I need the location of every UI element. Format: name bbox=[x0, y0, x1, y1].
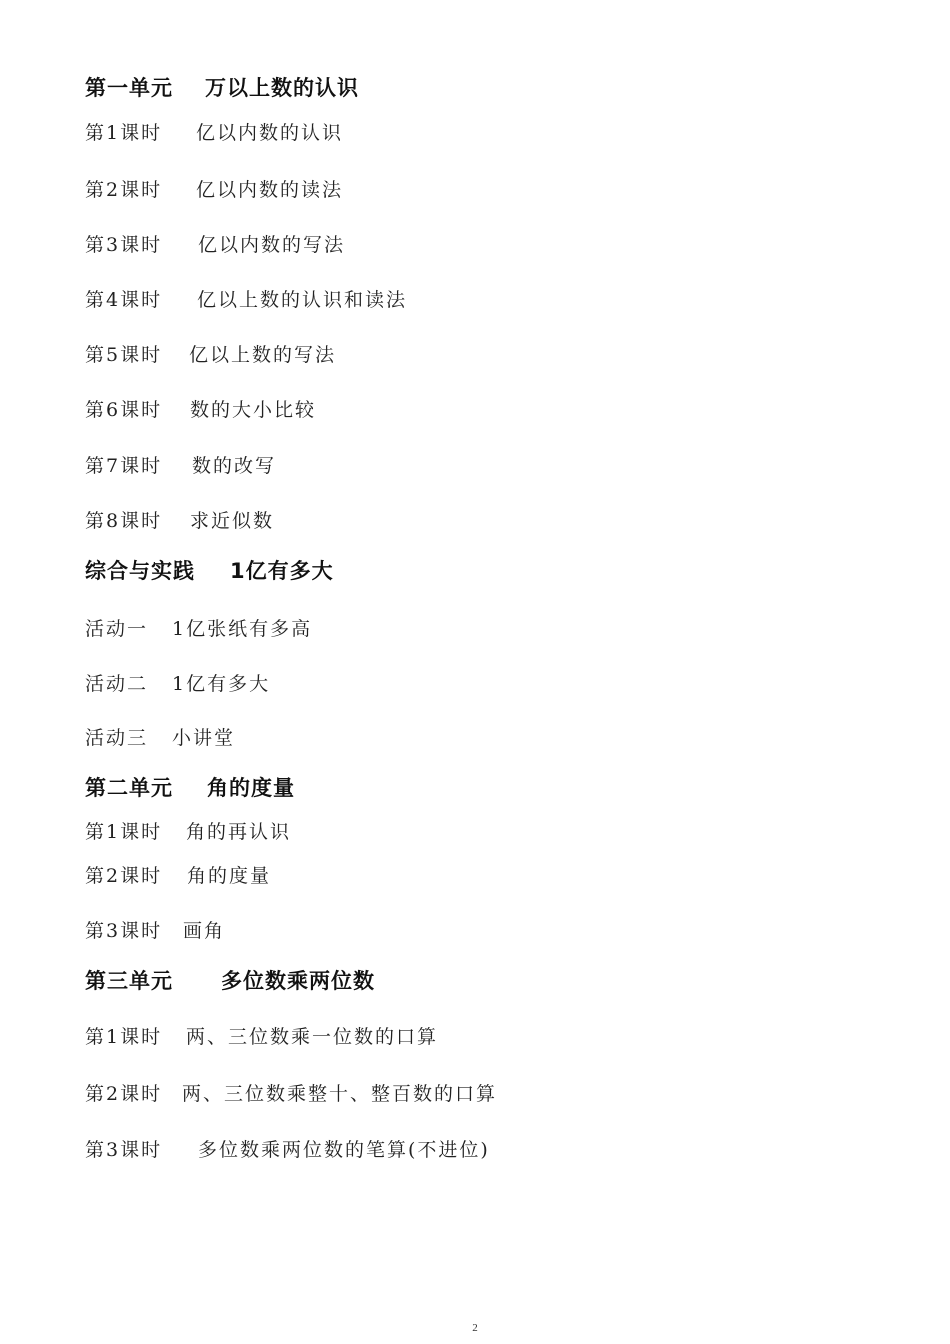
activity-title: 1亿有多大 bbox=[172, 673, 271, 695]
lesson-title: 亿以上数的认识和读法 bbox=[197, 289, 408, 311]
activity-item bbox=[85, 614, 312, 641]
unit-heading bbox=[85, 772, 295, 802]
lesson-item bbox=[85, 916, 225, 943]
activity-item bbox=[85, 669, 270, 696]
lesson-title: 角的度量 bbox=[187, 865, 272, 887]
lesson-label: 第1课时 bbox=[85, 1026, 163, 1048]
unit-heading bbox=[85, 965, 375, 995]
unit-title: 万以上数的认识 bbox=[205, 76, 359, 100]
lesson-item bbox=[85, 175, 343, 202]
unit-heading bbox=[85, 72, 359, 102]
lesson-label: 第5课时 bbox=[85, 344, 163, 366]
lesson-item bbox=[85, 395, 316, 422]
lesson-label: 第2课时 bbox=[85, 179, 163, 201]
lesson-item bbox=[85, 861, 271, 888]
unit-label: 第二单元 bbox=[85, 776, 173, 800]
lesson-item bbox=[85, 817, 291, 844]
activity-item bbox=[85, 723, 235, 750]
lesson-item bbox=[85, 340, 336, 367]
unit-label: 第三单元 bbox=[85, 969, 173, 993]
lesson-item bbox=[85, 451, 276, 478]
lesson-item bbox=[85, 1022, 438, 1049]
lesson-title: 两、三位数乘整十、整百数的口算 bbox=[182, 1083, 498, 1105]
lesson-label: 第3课时 bbox=[85, 234, 163, 256]
lesson-title: 数的改写 bbox=[192, 455, 277, 477]
activity-title: 小讲堂 bbox=[172, 727, 236, 749]
lesson-label: 第2课时 bbox=[85, 1083, 163, 1105]
lesson-title: 角的再认识 bbox=[186, 821, 292, 843]
lesson-label: 第4课时 bbox=[85, 289, 163, 311]
lesson-title: 求近似数 bbox=[190, 510, 275, 532]
activity-label: 活动三 bbox=[85, 727, 149, 749]
lesson-title: 亿以内数的读法 bbox=[196, 179, 344, 201]
unit-heading bbox=[85, 555, 334, 585]
lesson-label: 第2课时 bbox=[85, 865, 163, 887]
lesson-label: 第3课时 bbox=[85, 920, 163, 942]
activity-label: 活动一 bbox=[85, 618, 149, 640]
lesson-title: 亿以内数的认识 bbox=[196, 122, 344, 144]
lesson-item bbox=[85, 506, 274, 533]
unit-title: 角的度量 bbox=[207, 776, 295, 800]
lesson-title: 亿以内数的写法 bbox=[198, 234, 346, 256]
activity-title: 1亿张纸有多高 bbox=[172, 618, 313, 640]
lesson-title: 数的大小比较 bbox=[190, 399, 317, 421]
activity-label: 活动二 bbox=[85, 673, 149, 695]
lesson-item bbox=[85, 230, 345, 257]
lesson-label: 第8课时 bbox=[85, 510, 163, 532]
lesson-label: 第7课时 bbox=[85, 455, 163, 477]
lesson-title: 画角 bbox=[183, 920, 226, 942]
lesson-title: 多位数乘两位数的笔算(不进位) bbox=[198, 1139, 490, 1161]
lesson-item bbox=[85, 285, 407, 312]
lesson-item bbox=[85, 1135, 490, 1162]
lesson-title: 亿以上数的写法 bbox=[189, 344, 337, 366]
lesson-label: 第3课时 bbox=[85, 1139, 163, 1161]
unit-label: 第一单元 bbox=[85, 76, 173, 100]
lesson-item bbox=[85, 118, 343, 145]
lesson-title: 两、三位数乘一位数的口算 bbox=[186, 1026, 439, 1048]
lesson-label: 第1课时 bbox=[85, 821, 163, 843]
unit-title: 多位数乘两位数 bbox=[221, 969, 375, 993]
lesson-label: 第6课时 bbox=[85, 399, 163, 421]
unit-title: 1亿有多大 bbox=[230, 559, 334, 583]
lesson-label: 第1课时 bbox=[85, 122, 163, 144]
page-number: 2 bbox=[472, 1322, 478, 1334]
lesson-item bbox=[85, 1079, 497, 1106]
unit-label: 综合与实践 bbox=[85, 559, 195, 583]
